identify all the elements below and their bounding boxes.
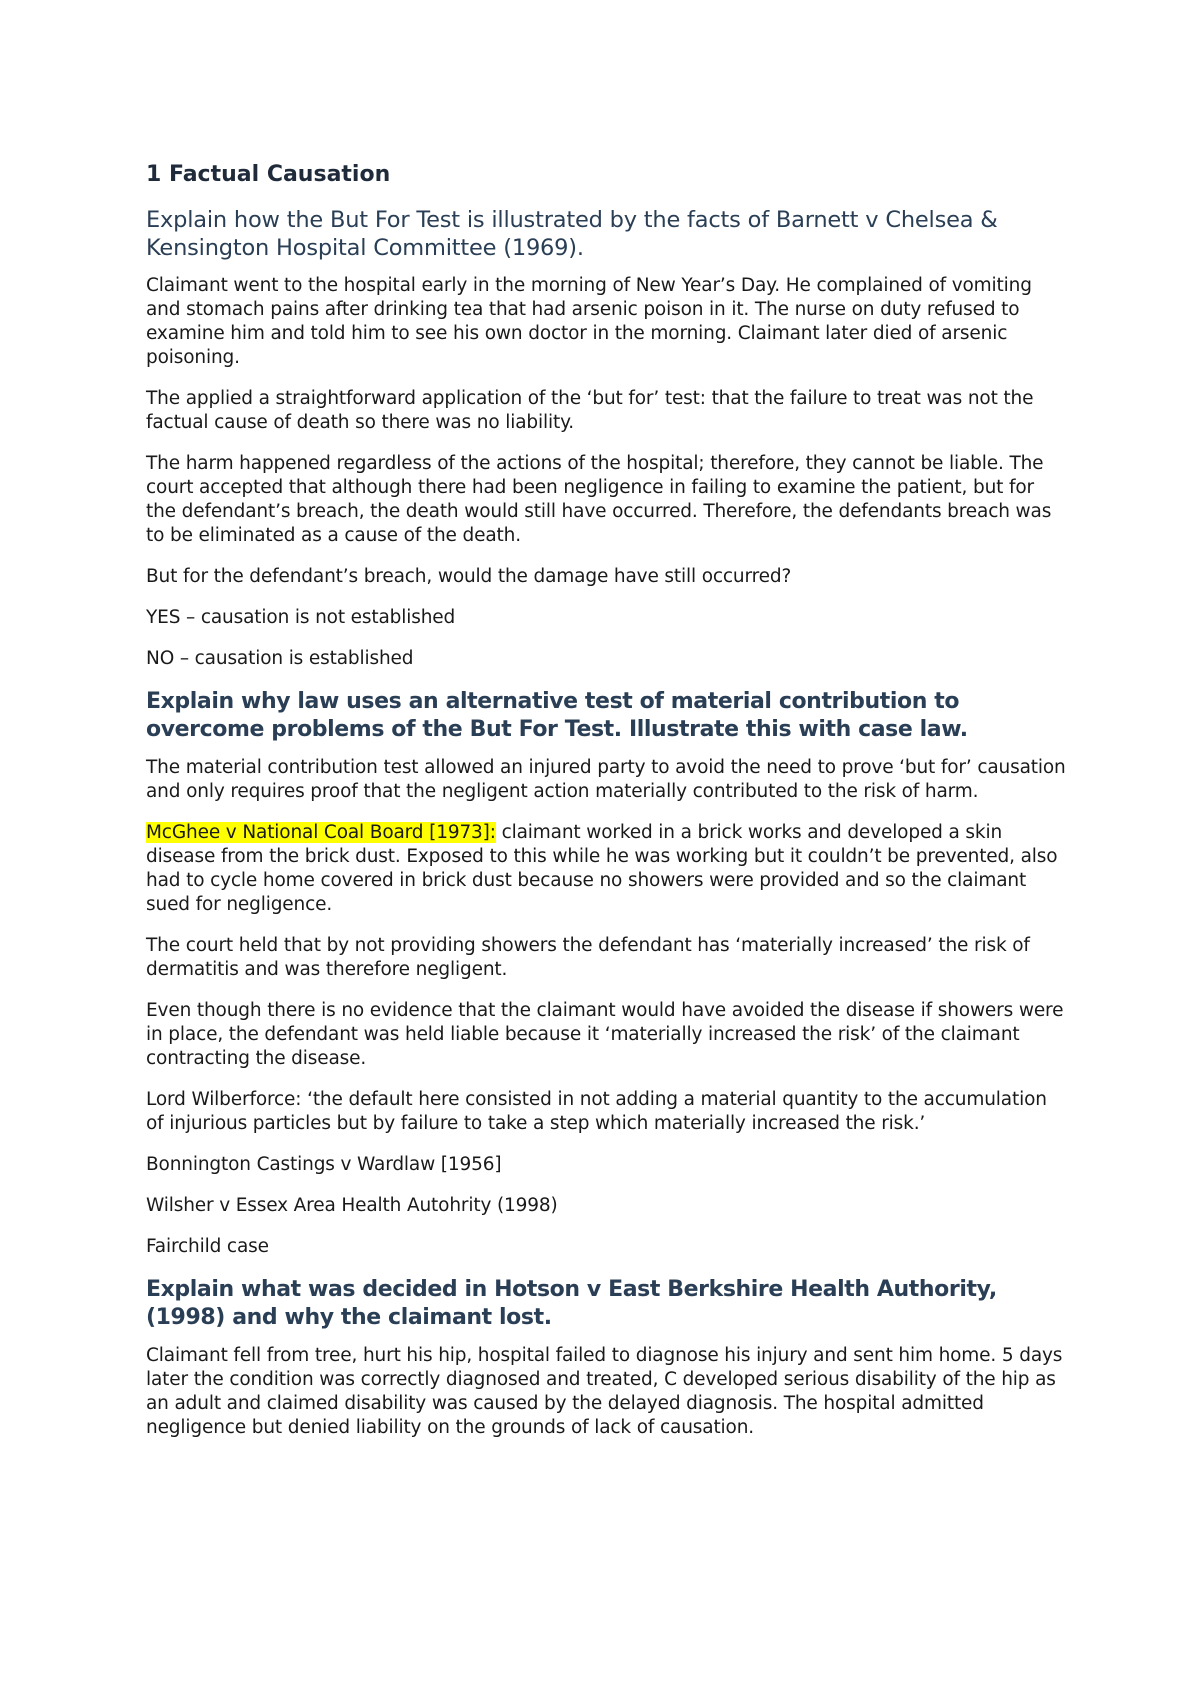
section-title: 1 Factual Causation (146, 162, 391, 187)
question-1-heading: Explain how the But For Test is illustrated by the facts of Barnett v Chelsea & Kensington Hospital Committee (1969). (146, 207, 998, 261)
q2-case-paragraph (146, 821, 1066, 917)
q1-paragraph-2: The applied a straightforward application of the ‘but for’ test: that the failure to treat was not the factual cause of death so there was no liability. (146, 388, 1034, 433)
q1-paragraph-3: The harm happened regardless of the actions of the hospital; therefore, they cannot be liable. The court accepted that although there had been negligence in failing to examine the patient, but for the defendant’s breach, the death would still have occurred. Therefore, the defendants breach was to be eliminated as a cause of the death. (146, 453, 1052, 546)
q3-paragraph-1: Claimant fell from tree, hurt his hip, hospital failed to diagnose his injury and sent him home. 5 days later the condition was correctly diagnosed and treated, C developed serious disability of the hip as an adult and claimed disability was caused by the delayed diagnosis. The hospital admitted negligence but denied liability on the grounds of lack of causation. (146, 1345, 1063, 1438)
q1-paragraph-5: YES – causation is not established (146, 607, 456, 628)
q2-paragraph-1: The court held that by not providing showers the defendant has ‘materially increased’ the risk of dermatitis and was therefore negligent. (146, 935, 1030, 980)
q2-paragraph-5: Wilsher v Essex Area Health Autohrity (1998) (146, 1195, 558, 1216)
q2-paragraph-4: Bonnington Castings v Wardlaw [1956] (146, 1154, 502, 1175)
q1-paragraph-1: Claimant went to the hospital early in the morning of New Year’s Day. He complained of vomiting and stomach pains after drinking tea that had arsenic poison in it. The nurse on duty refused to examine him and told him to see his own doctor in the morning. Claimant later died of arsenic poisoning. (146, 275, 1032, 368)
q2-intro: The material contribution test allowed an injured party to avoid the need to prove ‘but for’ causation and only requires proof that the negligent action materially contributed to the risk of harm. (146, 757, 1066, 802)
question-2-heading: Explain why law uses an alternative test of material contribution to overcome problems of the But For Test. Illustrate this with case law. (146, 689, 968, 742)
case-description: claimant worked in a brick works and developed a skin disease from the brick dust. Exposed to this while he was working but it couldn’t be prevented, also had to cycle home covered in brick dust because no showers were provided and so the claimant sued for negligence. (146, 822, 1058, 915)
q2-paragraph-2: Even though there is no evidence that the claimant would have avoided the disease if showers were in place, the defendant was held liable because it ‘materially increased the risk’ of the claimant contracting the disease. (146, 1000, 1064, 1069)
q2-paragraph-6: Fairchild case (146, 1236, 269, 1257)
q1-paragraph-6: NO – causation is established (146, 648, 414, 669)
q2-paragraph-3: Lord Wilberforce: ‘the default here consisted in not adding a material quantity to the accumulation of injurious particles but by failure to take a step which materially increased the risk.’ (146, 1089, 1047, 1134)
question-3-heading: Explain what was decided in Hotson v East Berkshire Health Authority, (1998) and why the claimant lost. (146, 1277, 997, 1330)
q1-paragraph-4: But for the defendant’s breach, would the damage have still occurred? (146, 566, 792, 587)
case-name-highlight: McGhee v National Coal Board [1973]: (146, 822, 496, 843)
document-page (146, 160, 1066, 1457)
